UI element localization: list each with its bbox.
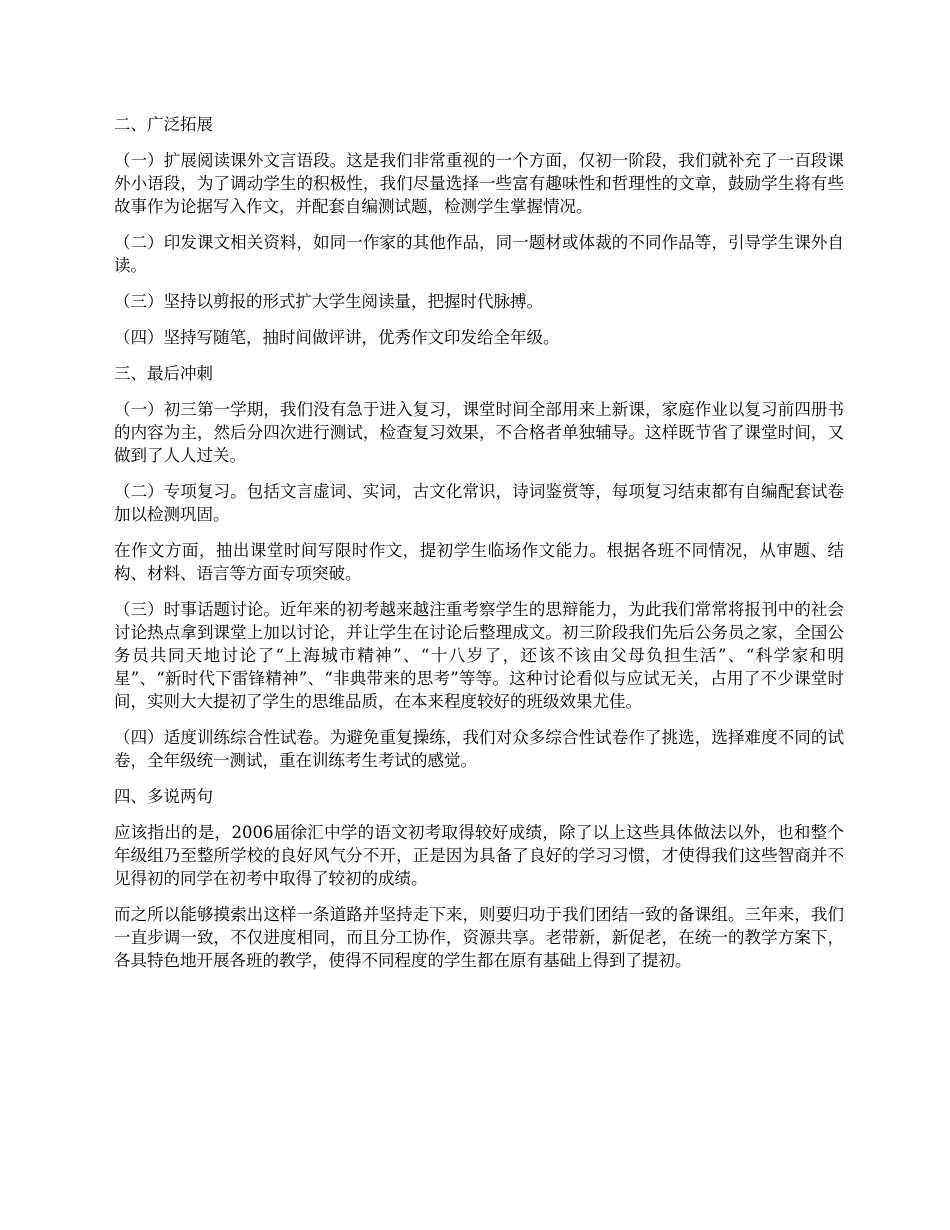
- paragraph: 而之所以能够摸索出这样一条道路并坚持走下来，则要归功于我们团结一致的备课组。三年来，我们一直步调一致，不仅进度相同，而且分工协作，资源共享。老带新，新促老，在统一的教学方案下，各具特色地开展各班的教学，使得不同程度的学生都在原有基础上得到了提初。: [114, 905, 844, 970]
- paragraph: （二）专项复习。包括文言虚词、实词，古文化常识，诗词鉴赏等，每项复习结束都有自编配套试卷加以检测巩固。: [114, 482, 844, 524]
- paragraph: 在作文方面，抽出课堂时间写限时作文，提初学生临场作文能力。根据各班不同情况，从审题、结构、材料、语言等方面专项突破。: [114, 541, 844, 583]
- paragraph: （三）坚持以剪报的形式扩大学生阅读量，把握时代脉搏。: [114, 292, 543, 311]
- section-heading-expansion: 二、广泛拓展: [114, 115, 213, 134]
- paragraph: （四）坚持写随笔，抽时间做评讲，优秀作文印发给全年级。: [114, 328, 560, 347]
- section-heading-final-sprint: 三、最后冲刺: [114, 364, 213, 383]
- section-heading-closing-remarks: 四、多说两句: [114, 787, 213, 806]
- paragraph: （二）印发课文相关资料，如同一作家的其他作品，同一题材或体裁的不同作品等，引导学生课外自读。: [114, 233, 844, 275]
- document-body: [114, 113, 844, 985]
- paragraph: （四）适度训练综合性试卷。为避免重复操练，我们对众多综合性试卷作了挑选，选择难度不同的试卷，全年级统一测试，重在训练考生考试的感觉。: [114, 728, 844, 770]
- paragraph: 应该指出的是，2006届徐汇中学的语文初考取得较好成绩，除了以上这些具体做法以外，也和整个年级组乃至整所学校的良好风气分不开，正是因为具备了良好的学习习惯，才使得我们这些智商并不见得初的同学在初考中取得了较初的成绩。: [114, 823, 844, 888]
- paragraph: （一）初三第一学期，我们没有急于进入复习，课堂时间全部用来上新课，家庭作业以复习前四册书的内容为主，然后分四次进行测试，检查复习效果，不合格者单独辅导。这样既节省了课堂时间，又做到了人人过关。: [114, 400, 844, 465]
- paragraph: （一）扩展阅读课外文言语段。这是我们非常重视的一个方面，仅初一阶段，我们就补充了一百段课外小语段，为了调动学生的积极性，我们尽量选择一些富有趣味性和哲理性的文章，鼓励学生将有些故事作为论据写入作文，并配套自编测试题，检测学生掌握情况。: [114, 151, 844, 216]
- paragraph: （三）时事话题讨论。近年来的初考越来越注重考察学生的思辩能力，为此我们常常将报刊中的社会讨论热点拿到课堂上加以讨论，并让学生在讨论后整理成文。初三阶段我们先后公务员之家，全国公务员共同天地讨论了“上海城市精神”、“十八岁了，还该不该由父母负担生活”、“科学家和明星”、“新时代下雷锋精神”、“非典带来的思考”等等。这种讨论看似与应试无关，占用了不少课堂时间，实则大大提初了学生的思维品质，在本来程度较好的班级效果尤佳。: [114, 600, 844, 711]
